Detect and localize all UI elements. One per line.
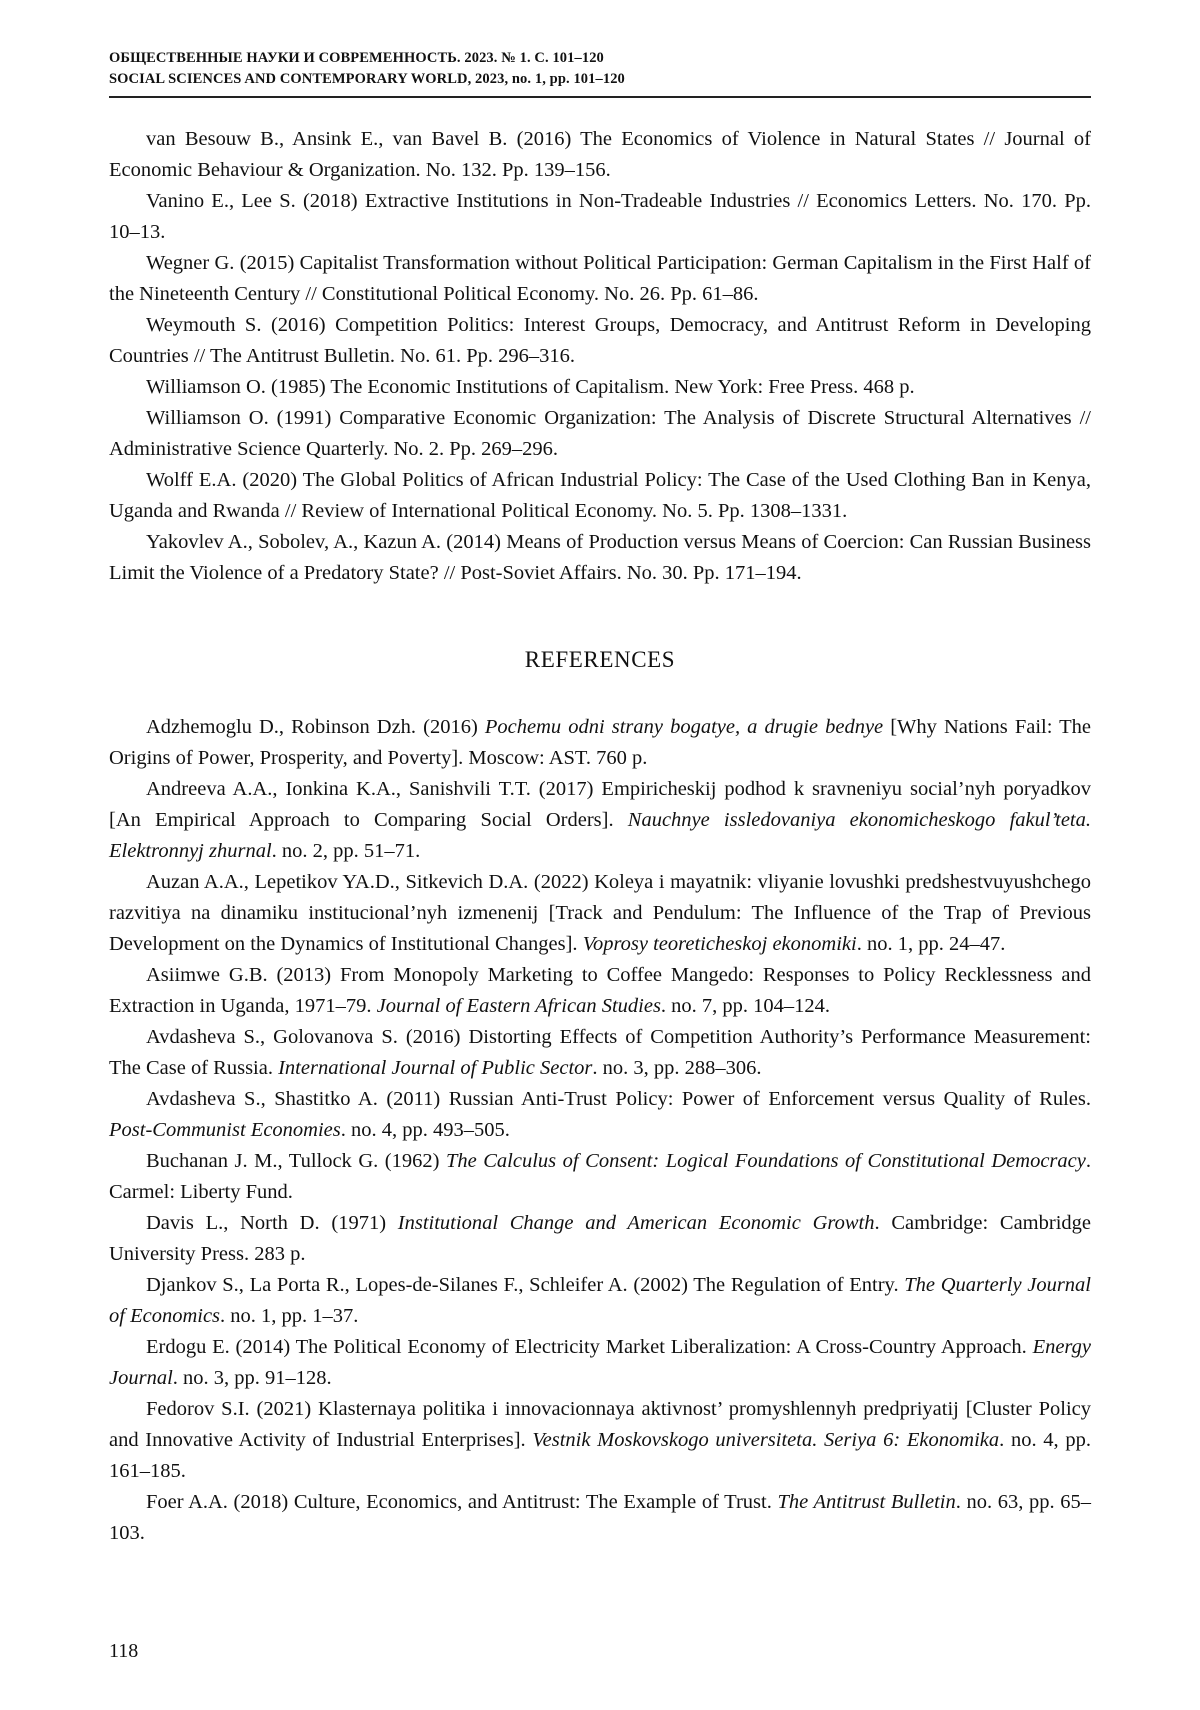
reference-entry — [109, 867, 1091, 960]
references-list — [109, 712, 1091, 1549]
reference-source-title: Post-Communist Economies — [109, 1119, 341, 1141]
reference-text: . no. 63, pp. 65–103. — [109, 1491, 1091, 1544]
reference-entry — [109, 1394, 1091, 1487]
reference-text: Erdogu E. (2014) The Political Economy of Electricity Market Liberalization: A Cross-Country Approach. — [146, 1336, 1033, 1358]
reference-entry — [109, 960, 1091, 1022]
reference-source-title: Energy Journal — [109, 1336, 1091, 1389]
reference-text: . no. 3, pp. 91–128. — [172, 1367, 332, 1389]
reference-text: [Why Nations Fail: The Origins of Power, Prosperity, and Poverty]. Moscow: AST. 760 p. — [109, 716, 1091, 769]
reference-entry — [109, 712, 1091, 774]
reference-text: Asiimwe G.B. (2013) From Monopoly Marketing to Coffee Mangedo: Responses to Policy Recklessness and Extraction in Uganda, 1971–79. — [109, 964, 1091, 1017]
reference-source-title: Nauchnye issledovaniya ekonomicheskogo fakul’teta. Elektronnyj zhurnal — [109, 809, 1091, 862]
reference-text: . no. 1, pp. 24–47. — [856, 933, 1006, 955]
reference-entry: Vanino E., Lee S. (2018) Extractive Institutions in Non-Tradeable Industries // Economics Letters. No. 170. Pp. 10–13. — [109, 190, 1091, 243]
reference-entry: van Besouw B., Ansink E., van Bavel B. (2016) The Economics of Violence in Natural States // Journal of Economic Behaviour & Organization. No. 132. Pp. 139–156. — [109, 128, 1091, 181]
reference-text: . no. 2, pp. 51–71. — [271, 840, 421, 862]
reference-text: . Carmel: Liberty Fund. — [109, 1150, 1091, 1203]
reference-entry — [109, 1208, 1091, 1270]
reference-text: Andreeva A.A., Ionkina K.A., Sanishvili T.T. (2017) Empiricheskij podhod k sravneniyu social’nyh poryadkov [An Empirical Approach to Comparing Social Orders]. — [109, 778, 1091, 831]
reference-text: Fedorov S.I. (2021) Klasternaya politika i innovacionnaya aktivnost’ promyshlennyh predpriyatij [Cluster Policy and Innovative Activity of Industrial Enterprises]. — [109, 1398, 1091, 1451]
reference-source-title: Institutional Change and American Economic Growth — [397, 1212, 875, 1234]
reference-text: . no. 7, pp. 104–124. — [660, 995, 831, 1017]
reference-entry: Wolff E.A. (2020) The Global Politics of African Industrial Policy: The Case of the Used Clothing Ban in Kenya, Uganda and Rwanda // Review of International Political Economy. No. 5. Pp. 1308–1331. — [109, 469, 1091, 522]
section-title: REFERENCES — [524, 647, 676, 672]
reference-entry: Williamson O. (1985) The Economic Institutions of Capitalism. New York: Free Press. 468 p. — [146, 376, 915, 398]
reference-text: Djankov S., La Porta R., Lopes-de-Silanes F., Schleifer A. (2002) The Regulation of Entry. — [146, 1274, 905, 1296]
reference-source-title: Journal of Eastern African Studies — [376, 995, 661, 1017]
reference-source-title: The Antitrust Bulletin — [777, 1491, 956, 1513]
reference-text: Avdasheva S., Shastitko A. (2011) Russian Anti-Trust Policy: Power of Enforcement versus Quality of Rules. — [146, 1088, 1091, 1110]
reference-source-title: Pochemu odni strany bogatye, a drugie bednye — [484, 716, 884, 738]
reference-text: Davis L., North D. (1971) — [146, 1212, 398, 1234]
reference-text: Avdasheva S., Golovanova S. (2016) Distorting Effects of Competition Authority’s Performance Measurement: The Case of Russia. — [109, 1026, 1091, 1079]
reference-entry — [109, 1146, 1091, 1208]
reference-source-title: International Journal of Public Sector — [278, 1057, 593, 1079]
reference-entry — [109, 1084, 1091, 1146]
reference-source-title: Voprosy teoreticheskoj ekonomiki — [582, 933, 857, 955]
reference-entry — [109, 1487, 1091, 1549]
running-header — [109, 48, 1091, 98]
reference-text: Buchanan J. M., Tullock G. (1962) — [146, 1150, 446, 1172]
reference-text: . Cambridge: Cambridge University Press. 283 p. — [109, 1212, 1091, 1265]
reference-source-title: Vestnik Moskovskogo universiteta. Seriya 6: Ekonomika — [532, 1429, 1000, 1451]
reference-entry — [109, 1332, 1091, 1394]
reference-entry: Weymouth S. (2016) Competition Politics: Interest Groups, Democracy, and Antitrust Reform in Developing Countries // The Antitrust Bulletin. No. 61. Pp. 296–316. — [109, 314, 1091, 367]
header-line-english: SOCIAL SCIENCES AND CONTEMPORARY WORLD, 2023, no. 1, pp. 101–120 — [109, 71, 625, 87]
reference-entry: Wegner G. (2015) Capitalist Transformation without Political Participation: German Capitalism in the First Half of the Nineteenth Century // Constitutional Political Economy. No. 26. Pp. 61–86. — [109, 252, 1091, 305]
reference-source-title: The Quarterly Journal of Economics — [109, 1274, 1091, 1327]
reference-entry — [109, 1022, 1091, 1084]
reference-source-title: The Calculus of Consent: Logical Foundations of Constitutional Democracy — [445, 1150, 1086, 1172]
reference-text: . no. 4, pp. 493–505. — [340, 1119, 510, 1141]
bibliography-list — [109, 124, 1091, 589]
reference-text: . no. 3, pp. 288–306. — [592, 1057, 762, 1079]
reference-entry — [109, 774, 1091, 867]
reference-text: Foer A.A. (2018) Culture, Economics, and Antitrust: The Example of Trust. — [146, 1491, 778, 1513]
reference-entry — [109, 1270, 1091, 1332]
reference-text: . no. 1, pp. 1–37. — [220, 1305, 359, 1327]
reference-text: Adzhemoglu D., Robinson Dzh. (2016) — [146, 716, 485, 738]
page-number: 118 — [109, 1640, 139, 1662]
reference-entry: Yakovlev A., Sobolev, A., Kazun A. (2014) Means of Production versus Means of Coercion: Can Russian Business Limit the Violence of a Predatory State? // Post-Soviet Affairs. No. 30. Pp. 171–194. — [109, 531, 1091, 584]
reference-text: Auzan A.A., Lepetikov YA.D., Sitkevich D.A. (2022) Koleya i mayatnik: vliyanie lovushki predshestvuyushchego razvitiya na dinamiku institucional’nyh izmenenij [Track and Pendulum: The Influence of the Trap of Previous Development on the Dynamics of Institutional Changes]. — [109, 871, 1091, 955]
reference-text: . no. 4, pp. 161–185. — [109, 1429, 1091, 1482]
header-line-russian: ОБЩЕСТВЕННЫЕ НАУКИ И СОВРЕМЕННОСТЬ. 2023. № 1. С. 101–120 — [109, 50, 604, 66]
reference-entry: Williamson O. (1991) Comparative Economic Organization: The Analysis of Discrete Structural Alternatives // Administrative Science Quarterly. No. 2. Pp. 269–296. — [109, 407, 1091, 460]
